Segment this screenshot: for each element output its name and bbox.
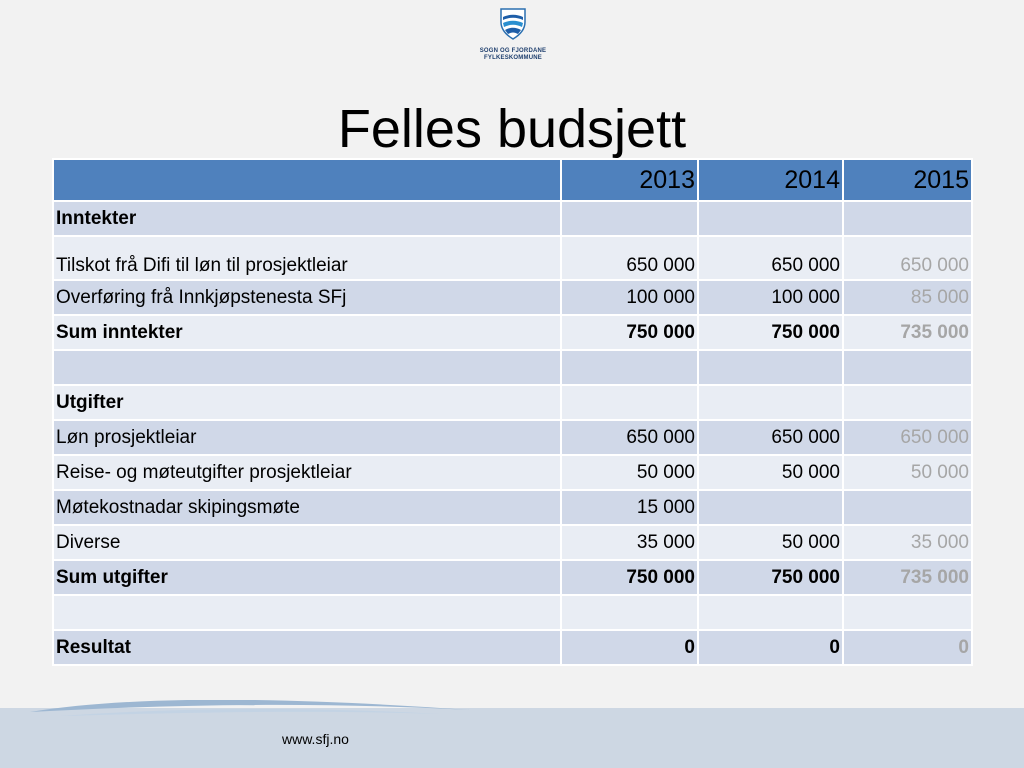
row-label (53, 595, 561, 630)
header-cell-2015: 2015 (843, 159, 972, 201)
value-2015 (843, 201, 972, 236)
row-label: Sum utgifter (53, 560, 561, 595)
value-2014: 50 000 (698, 525, 843, 560)
value-2015 (843, 490, 972, 525)
footer-wave-decoration (0, 700, 1024, 730)
value-2014 (698, 490, 843, 525)
value-2013: 15 000 (561, 490, 698, 525)
value-2013: 750 000 (561, 315, 698, 350)
table-row (53, 236, 972, 280)
row-label: Diverse (53, 525, 561, 560)
header-cell-2014: 2014 (698, 159, 843, 201)
value-2013: 0 (561, 630, 698, 665)
value-2013 (561, 385, 698, 420)
table-row (53, 525, 972, 560)
table-row (53, 350, 972, 385)
row-label: Inntekter (53, 201, 561, 236)
logo-text-line2: FYLKESKOMMUNE (484, 55, 542, 61)
value-2014 (698, 385, 843, 420)
value-2015: 650 000 (843, 236, 972, 280)
value-2015 (843, 595, 972, 630)
logo-text-line1: SOGN OG FJORDANE (479, 48, 547, 54)
value-2015: 735 000 (843, 315, 972, 350)
row-label: Overføring frå Innkjøpstenesta SFj (53, 280, 561, 315)
row-label: Tilskot frå Difi til løn til prosjektleiar (53, 236, 561, 280)
value-2013: 650 000 (561, 420, 698, 455)
value-2014 (698, 201, 843, 236)
value-2015: 650 000 (843, 420, 972, 455)
value-2015: 735 000 (843, 560, 972, 595)
value-2015: 50 000 (843, 455, 972, 490)
table-row (53, 420, 972, 455)
value-2014: 750 000 (698, 315, 843, 350)
value-2013 (561, 201, 698, 236)
value-2015: 35 000 (843, 525, 972, 560)
table-row (53, 490, 972, 525)
value-2014: 0 (698, 630, 843, 665)
value-2013: 35 000 (561, 525, 698, 560)
footer-url[interactable]: www.sfj.no (282, 731, 349, 747)
value-2015: 0 (843, 630, 972, 665)
value-2015 (843, 350, 972, 385)
value-2014: 100 000 (698, 280, 843, 315)
table-header-row (53, 159, 972, 201)
header-cell-label (53, 159, 561, 201)
value-2013: 750 000 (561, 560, 698, 595)
row-label: Utgifter (53, 385, 561, 420)
row-label: Løn prosjektleiar (53, 420, 561, 455)
table-row (53, 201, 972, 236)
header-cell-2013: 2013 (561, 159, 698, 201)
value-2014: 650 000 (698, 236, 843, 280)
county-shield-icon (500, 8, 526, 40)
table-row (53, 455, 972, 490)
value-2015 (843, 385, 972, 420)
value-2013: 650 000 (561, 236, 698, 280)
value-2015: 85 000 (843, 280, 972, 315)
value-2014: 50 000 (698, 455, 843, 490)
value-2013 (561, 595, 698, 630)
table-row (53, 280, 972, 315)
slide-title: Felles budsjett (337, 99, 687, 159)
table-row (53, 595, 972, 630)
row-label (53, 350, 561, 385)
row-label: Møtekostnadar skipingsmøte (53, 490, 561, 525)
value-2013: 100 000 (561, 280, 698, 315)
table-row (53, 315, 972, 350)
value-2014 (698, 595, 843, 630)
value-2014 (698, 350, 843, 385)
value-2014: 650 000 (698, 420, 843, 455)
budget-table (52, 158, 973, 666)
table-row (53, 385, 972, 420)
row-label: Resultat (53, 630, 561, 665)
value-2013 (561, 350, 698, 385)
value-2013: 50 000 (561, 455, 698, 490)
table-row (53, 630, 972, 665)
row-label: Reise- og møteutgifter prosjektleiar (53, 455, 561, 490)
row-label: Sum inntekter (53, 315, 561, 350)
logo (468, 8, 558, 70)
table-row (53, 560, 972, 595)
value-2014: 750 000 (698, 560, 843, 595)
